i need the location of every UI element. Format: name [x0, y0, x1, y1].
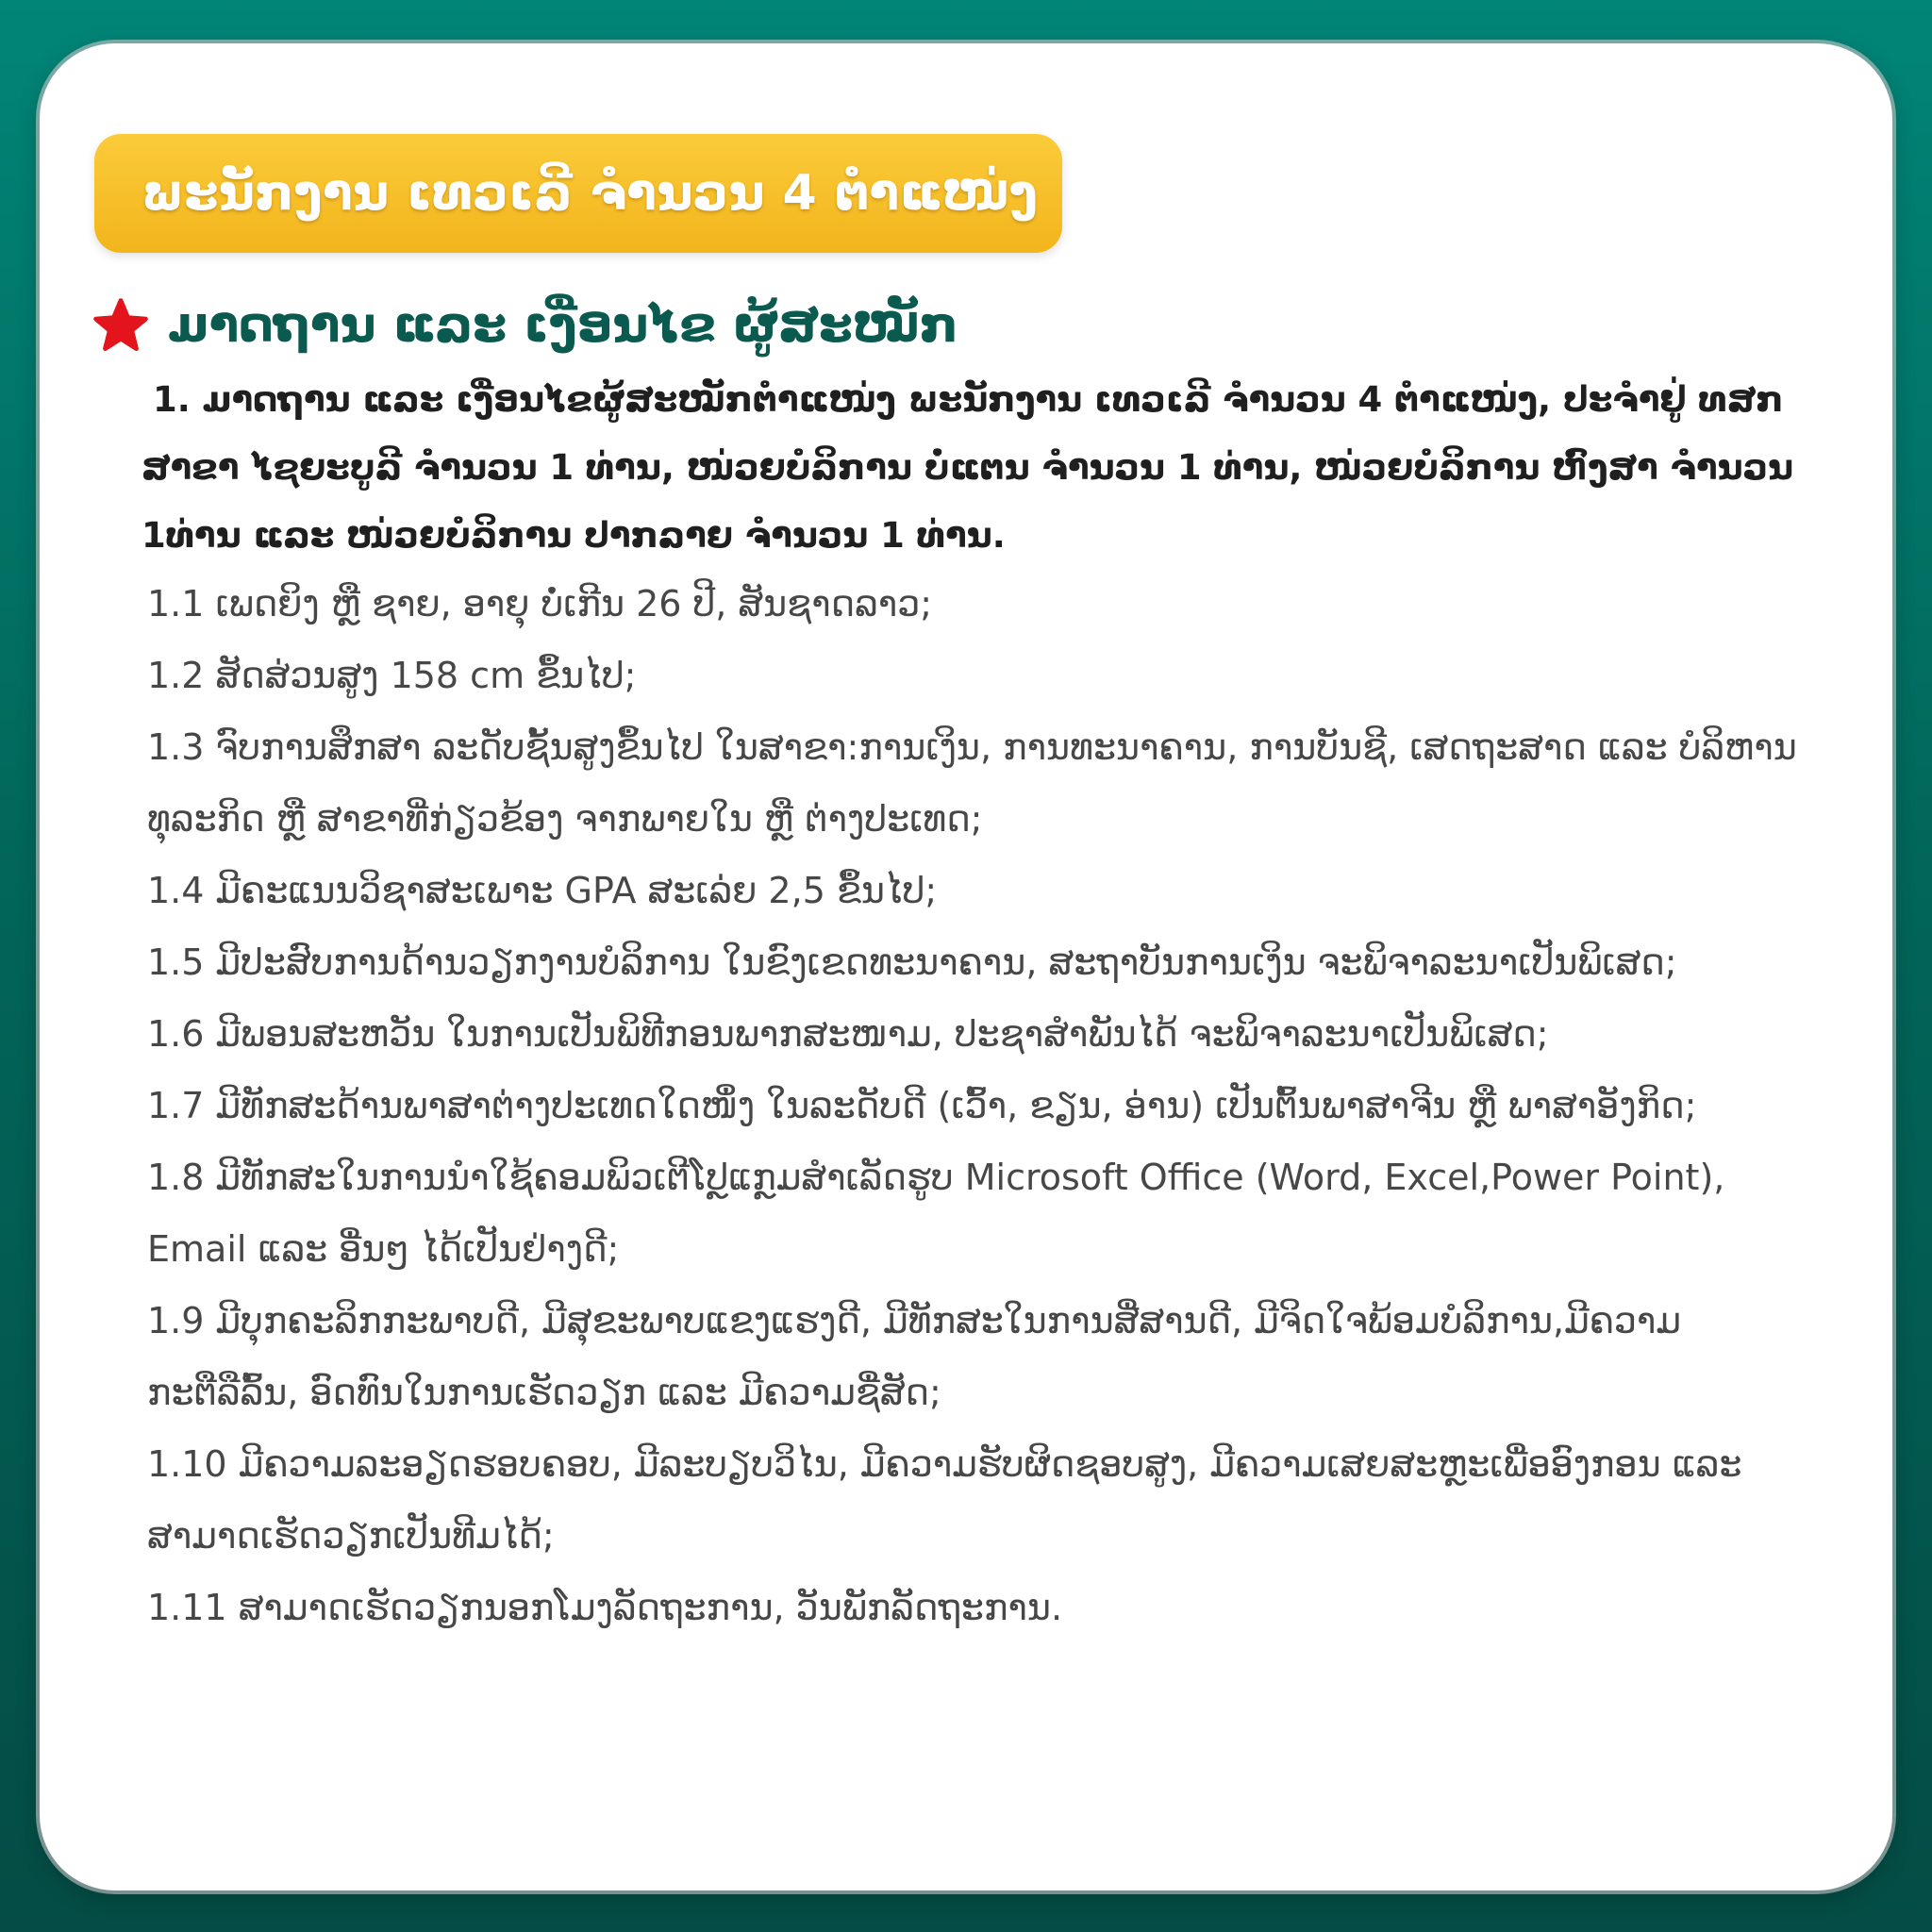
- star-icon: [92, 297, 149, 354]
- list-item: 1.10 ມີຄວາມລະອຽດຮອບຄອບ, ມີລະບຽບວິໄນ, ມີຄວາມຮັບຜິດຊອບສູງ, ມີຄວາມເສຍສະຫຼະເພື່ອອົງກອນ ແລະ ສາມາດເຮັດວຽກເປັນທີມໄດ້;: [147, 1443, 1742, 1557]
- list-item: 1.11 ສາມາດເຮັດວຽກນອກໂມງລັດຖະການ, ວັນພັກລັດຖະການ.: [147, 1587, 1063, 1628]
- section-header: [92, 288, 958, 363]
- list-item: 1.5 ມີປະສົບການດ້ານວຽກງານບໍລິການ ໃນຂົງເຂດທະນາຄານ, ສະຖາບັນການເງິນ ຈະພິຈາລະນາເປັນພິເສດ;: [147, 941, 1677, 983]
- requirements-list: [147, 568, 1807, 1643]
- section-title: ມາດຖານ ແລະ ເງື່ອນໄຂ ຜູ້ສະໝັກ: [168, 297, 958, 354]
- page-title: ພະນັກງານ ເທວເລີ ຈຳນວນ 4 ຕຳແໜ່ງ: [142, 165, 1039, 222]
- list-item: 1.6 ມີພອນສະຫວັນ ໃນການເປັນພິທີກອນພາກສະໜາມ, ປະຊາສຳພັນໄດ້ ຈະພິຈາລະນາເປັນພິເສດ;: [147, 1013, 1549, 1055]
- list-item: 1.8 ມີທັກສະໃນການນຳໃຊ້ຄອມພິວເຕີໂປຼແກຼມສຳເລັດຮູບ Microsoft Office (Word, Excel,Power Point), Email ແລະ ອື່ນໆ ໄດ້ເປັນຢ່າງດີ;: [147, 1157, 1725, 1270]
- list-item: 1.2 ສັດສ່ວນສູງ 158 cm ຂຶ້ນໄປ;: [147, 655, 637, 696]
- list-item: 1.4 ມີຄະແນນວິຊາສະເພາະ GPA ສະເລ່ຍ 2,5 ຂຶ້ນໄປ;: [147, 870, 938, 911]
- title-banner: [94, 134, 1062, 253]
- list-item: 1.7 ມີທັກສະດ້ານພາສາຕ່າງປະເທດໃດໜຶ່ງ ໃນລະດັບດີ (ເວົ້າ, ຂຽນ, ອ່ານ) ເປັນຕົ້ນພາສາຈີນ ຫຼື ພາສາອັງກິດ;: [147, 1085, 1697, 1126]
- intro-paragraph: 1. ມາດຖານ ແລະ ເງື່ອນໄຂຜູ້ສະໝັກຕຳແໜ່ງ ພະນັກງານ ເທວເລີ ຈຳນວນ 4 ຕຳແໜ່ງ, ປະຈຳຢູ່ ທສກ ສາຂາ ໄຊຍະບູລີ ຈຳນວນ 1 ທ່ານ, ໜ່ວຍບໍລິການ ບໍ່ແຕນ ຈຳນວນ 1 ທ່ານ, ໜ່ວຍບໍລິການ ຫົງສາ ຈຳນວນ 1ທ່ານ ແລະ ໜ່ວຍບໍລິການ ປາກລາຍ ຈຳນວນ 1 ທ່ານ.: [142, 379, 1793, 556]
- list-item: 1.1 ເພດຍິງ ຫຼື ຊາຍ, ອາຍຸ ບໍ່ເກີນ 26 ປີ, ສັນຊາດລາວ;: [147, 583, 933, 625]
- list-item: 1.3 ຈົບການສຶກສາ ລະດັບຊັ້ນສູງຂຶ້ນໄປ ໃນສາຂາ:ການເງິນ, ການທະນາຄານ, ການບັນຊີ, ເສດຖະສາດ ແລະ ບໍລິຫານ ທຸລະກິດ ຫຼື ສາຂາທີ່ກ່ຽວຂ້ອງ ຈາກພາຍໃນ ຫຼື ຕ່າງປະເທດ;: [147, 726, 1797, 840]
- list-item: 1.9 ມີບຸກຄະລິກກະພາບດີ, ມີສຸຂະພາບແຂງແຮງດີ, ມີທັກສະໃນການສື່ສານດີ, ມີຈິດໃຈພ້ອມບໍລິການ,ມີຄວາມ ກະຕືລືລົ້ນ, ອົດທົນໃນການເຮັດວຽກ ແລະ ມີຄວາມຊື່ສັດ;: [147, 1300, 1682, 1413]
